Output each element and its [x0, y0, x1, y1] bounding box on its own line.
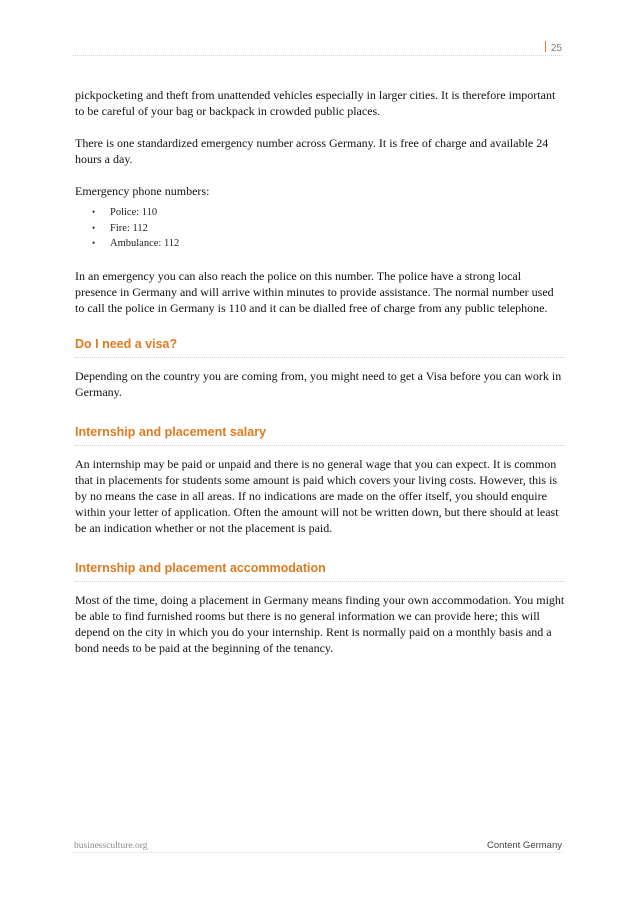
bullet-icon: • — [92, 207, 96, 217]
section-heading-accommodation: Internship and placement accommodation — [75, 560, 565, 582]
header-rule — [73, 55, 562, 56]
list-item: • Police: 110 — [92, 205, 565, 221]
paragraph-police-presence: In an emergency you can also reach the police on this number. The police have a strong local presence in Germany and will arrive within minutes to provide assistance. The normal number used to call the police in Germany is 110 and it can be dialled free of charge from any public telephone. — [75, 268, 554, 315]
paragraph-visa: Depending on the country you are coming from, you might need to get a Visa before you can work in Germany. — [75, 368, 562, 399]
paragraph-emergency-number: There is one standardized emergency number across Germany. It is free of charge and available 24 hours a day. — [75, 136, 549, 166]
list-item: • Fire: 112 — [92, 221, 565, 237]
section-heading-visa: Do I need a visa? — [75, 336, 565, 358]
bullet-icon: • — [92, 222, 96, 233]
footer-rule — [73, 852, 562, 853]
paragraph-salary: An internship may be paid or unpaid and there is no general wage that you can expect. It is common that in placements for students some amount is paid which covers your living costs. However, this is by no means the case in all areas. If no indications are made on the offer itself, you should enquire within your letter of application. Often the amount will not be written down, but there should at least be an indication whether or not the placement is paid. — [75, 456, 559, 535]
page-number-value: 25 — [550, 43, 562, 54]
list-item: • Ambulance: 112 — [92, 236, 565, 252]
paragraph-emergency-phone-numbers: Emergency phone numbers: — [75, 184, 210, 198]
bullet-icon: • — [92, 238, 96, 248]
paragraph-pickpocketing: pickpocketing and theft from unattended vehicles especially in larger cities. It is therefore important to be careful of your bag or backpack in crowded public places. — [75, 88, 556, 118]
paragraph-accommodation: Most of the time, doing a placement in Germany means finding your own accommodation. You might be able to find furnished rooms but there is no general information we can provide here; this will depend on the city in which you do your internship. Rent is normally paid on a monthly basis and a bond needs to be paid at the beginning of the tenancy. — [75, 592, 565, 655]
page-number — [545, 41, 562, 54]
emergency-numbers-list — [92, 205, 565, 252]
footer-website: businessculture.org — [74, 841, 148, 851]
footer-title: Content Germany — [487, 840, 562, 851]
page-content — [75, 87, 565, 672]
header-accent-bar — [545, 41, 546, 52]
section-heading-salary: Internship and placement salary — [75, 424, 565, 446]
